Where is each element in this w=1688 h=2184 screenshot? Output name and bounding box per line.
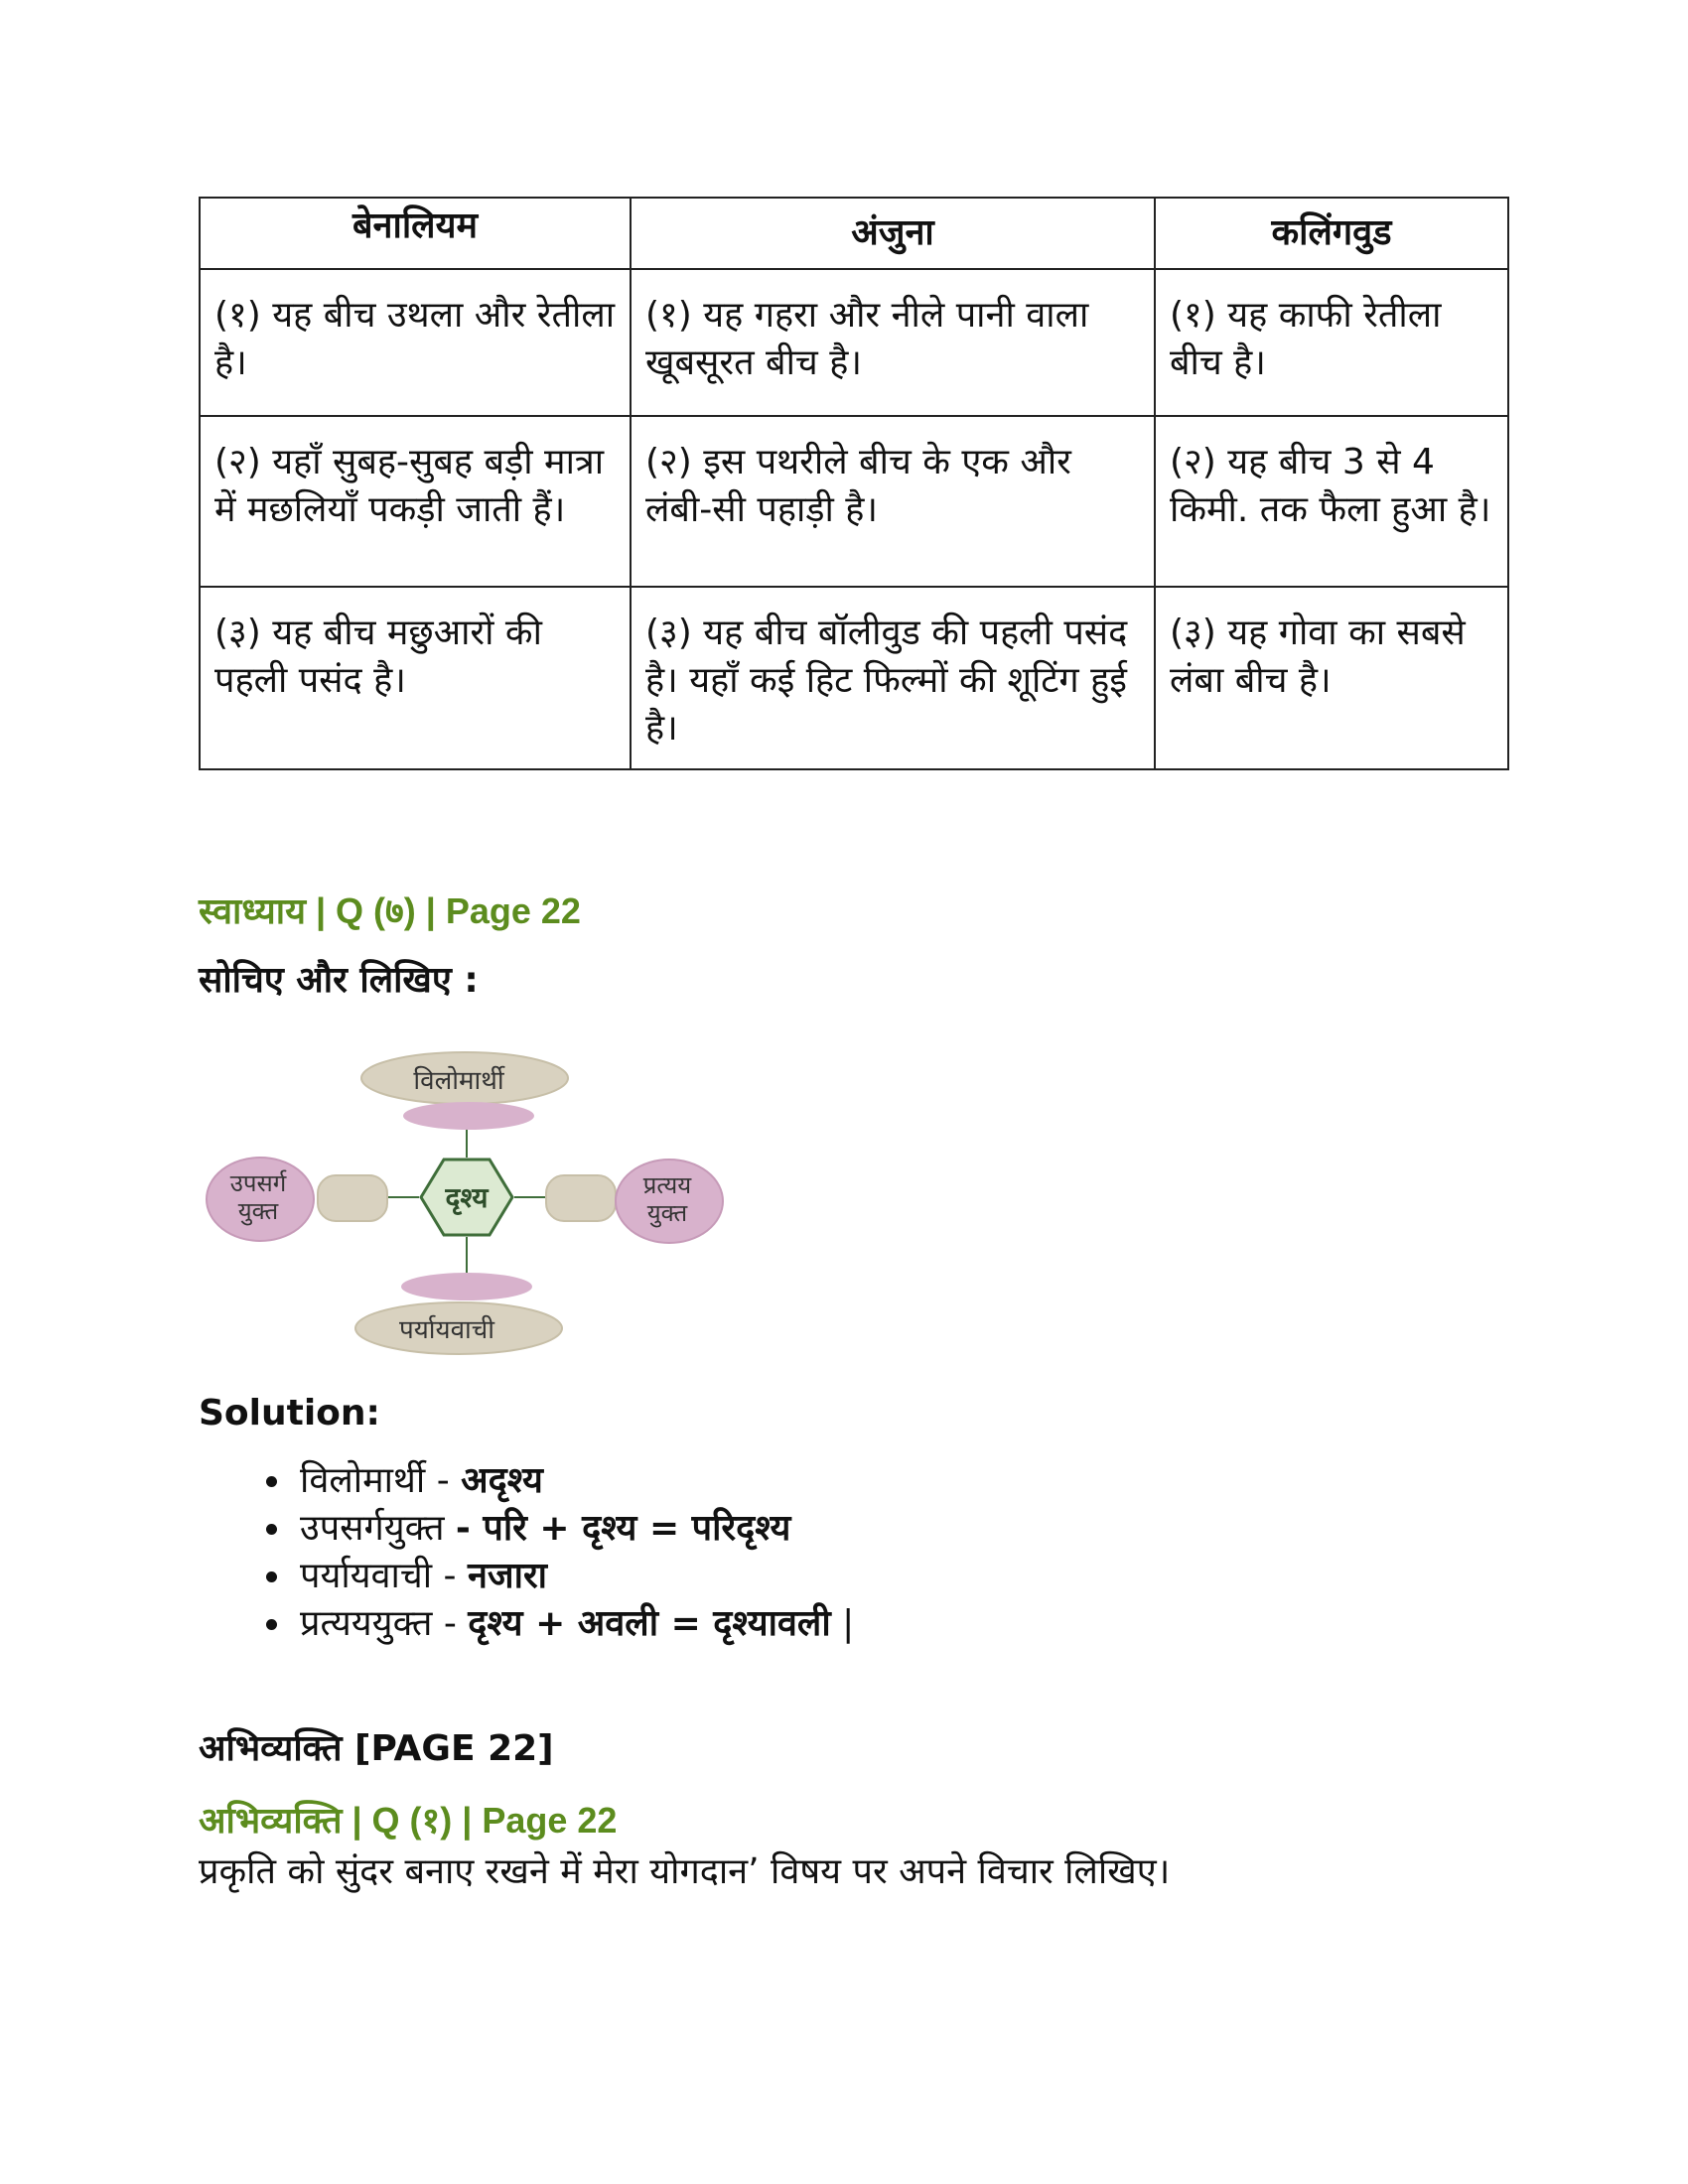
left-label-line2: युक्त: [237, 1197, 279, 1225]
table-row: [200, 587, 1508, 769]
list-item: [294, 1553, 854, 1600]
section-heading-abhivyakti: अभिव्यक्ति | Q (१) | Page 22: [199, 1800, 618, 1841]
left-label-line1: उपसर्ग: [229, 1169, 287, 1197]
table-cell: (३) यह गोवा का सबसे लंबा बीच है।: [1155, 587, 1508, 769]
solution-item-label: उपसर्गयुक्त: [300, 1508, 456, 1549]
table-row: [200, 416, 1508, 587]
list-item: [294, 1600, 854, 1648]
table-cell: (३) यह बीच मछुआरों की पहली पसंद है।: [200, 587, 631, 769]
table-cell: (२) इस पथरीले बीच के एक और लंबी-सी पहाड़ी है।: [631, 416, 1155, 587]
solution-list: [246, 1457, 854, 1648]
section-heading-swadhyay: स्वाध्याय | Q (७) | Page 22: [199, 890, 581, 931]
table-row: [200, 269, 1508, 416]
table-header-row: [200, 198, 1508, 269]
header-calangute: कलिंगवुड: [1155, 198, 1508, 269]
section-title-abhivyakti: अभिव्यक्ति [PAGE 22]: [199, 1728, 554, 1769]
table-cell: (१) यह गहरा और नीले पानी वाला खूबसूरत बीच है।: [631, 269, 1155, 416]
top-label: विलोमार्थी: [413, 1066, 504, 1096]
left-answer-box: [318, 1175, 387, 1221]
list-item: [294, 1457, 854, 1505]
bottom-label: पर्यायवाची: [398, 1315, 495, 1345]
header-benaulim: बेनालियम: [200, 198, 631, 269]
table-cell: (२) यह बीच 3 से 4 किमी. तक फैला हुआ है।: [1155, 416, 1508, 587]
table-cell: (१) यह बीच उथला और रेतीला है।: [200, 269, 631, 416]
instruction-text: सोचिए और लिखिए :: [199, 960, 479, 1001]
table-cell: (१) यह काफी रेतीला बीच है।: [1155, 269, 1508, 416]
question-text: प्रकृति को सुंदर बनाए रखने में मेरा योगदान’ विषय पर अपने विचार लिखिए।: [199, 1851, 1171, 1892]
solution-item-answer: नजारा: [467, 1556, 548, 1596]
bottom-answer-oval: [401, 1273, 532, 1300]
right-answer-box: [546, 1175, 616, 1221]
solution-label: Solution:: [199, 1393, 380, 1433]
right-label-line2: युक्त: [646, 1199, 688, 1227]
solution-item-answer: - परि + दृश्य = परिदृश्य: [455, 1508, 791, 1549]
word-web-diagram: [199, 1040, 735, 1368]
solution-item-suffix: |: [830, 1603, 855, 1644]
center-word: दृश्य: [445, 1181, 489, 1214]
top-answer-oval: [403, 1102, 534, 1130]
solution-item-label: विलोमार्थी -: [300, 1460, 462, 1501]
solution-item-answer: अदृश्य: [461, 1460, 543, 1501]
solution-item-label: पर्यायवाची -: [300, 1556, 468, 1596]
table-cell: (२) यहाँ सुबह-सुबह बड़ी मात्रा में मछलियाँ पकड़ी जाती हैं।: [200, 416, 631, 587]
solution-item-answer: दृश्य + अवली = दृश्यावली: [468, 1603, 831, 1644]
solution-item-label: प्रत्यययुक्त -: [300, 1603, 469, 1644]
table-cell: (३) यह बीच बॉलीवुड की पहली पसंद है। यहाँ कई हिट फिल्मों की शूटिंग हुई है।: [631, 587, 1155, 769]
beach-comparison-table: [199, 197, 1509, 770]
list-item: [294, 1505, 854, 1553]
header-anjuna: अंजुना: [631, 198, 1155, 269]
right-label-line1: प्रत्यय: [642, 1171, 692, 1199]
